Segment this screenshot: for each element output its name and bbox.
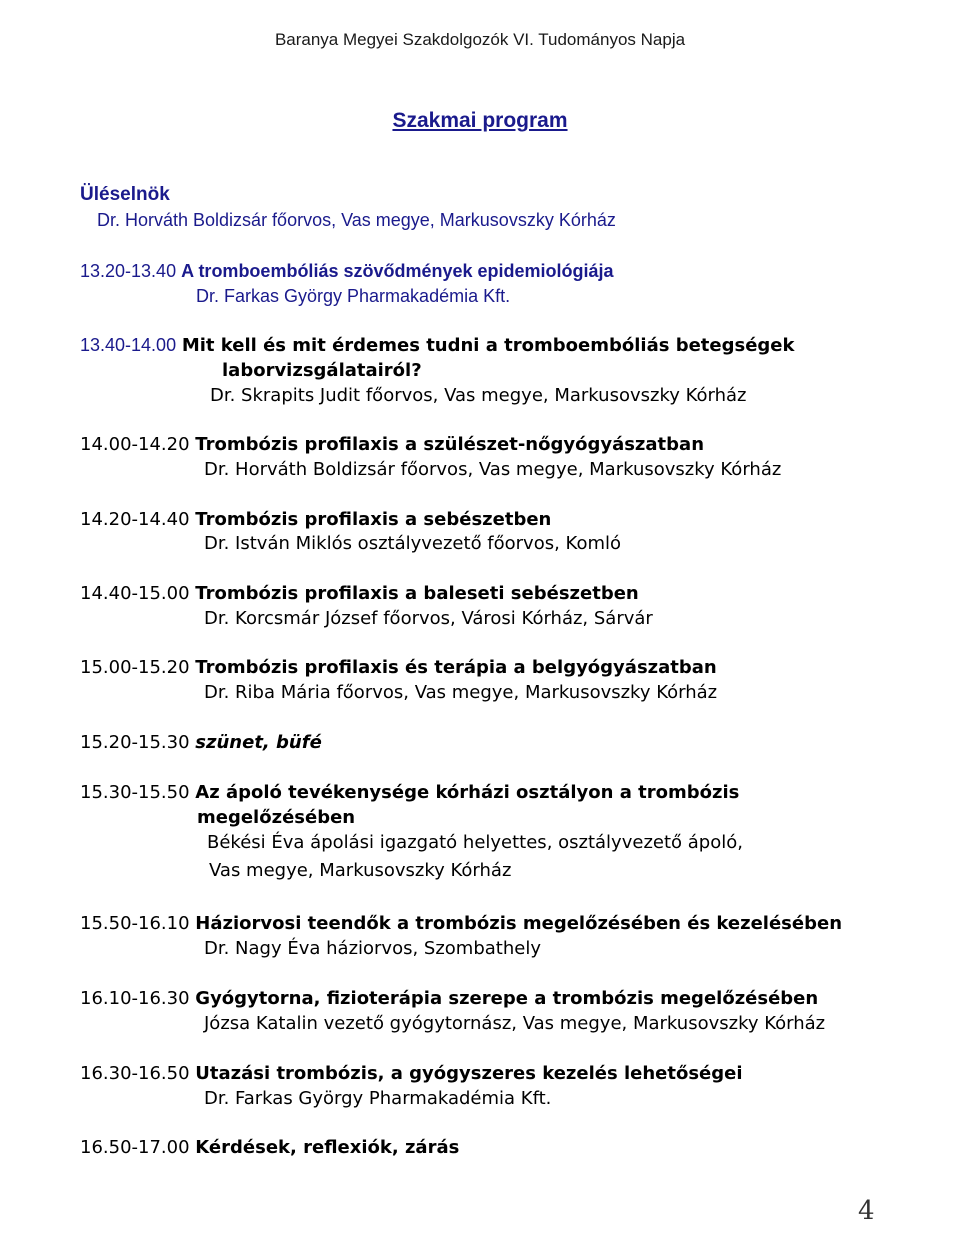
program-item: [80, 582, 639, 606]
program-title: Gyógytorna, fizioterápia szerepe a trombózis megelőzésében: [195, 988, 819, 1009]
program-title: A tromboembóliás szövődmények epidemiológiája: [181, 261, 614, 281]
program-title: Trombózis profilaxis a szülészet-nőgyógyászatban: [195, 434, 705, 455]
program-speaker: Dr. Korcsmár József főorvos, Városi Kórház, Sárvár: [204, 608, 653, 629]
program-title: Az ápoló tevékenysége kórházi osztályon a trombózis: [195, 782, 740, 803]
program-speaker: Dr. Horváth Boldizsár főorvos, Vas megye, Markusovszky Kórház: [204, 459, 782, 480]
page-header: Baranya Megyei Szakdolgozók VI. Tudományos Napja: [274, 30, 686, 49]
program-speaker: Dr. Farkas György Pharmakadémia Kft.: [204, 1088, 552, 1109]
program-time: 14.00-14.20: [80, 434, 190, 455]
page-number: 4: [858, 1196, 875, 1226]
break-label: szünet, büfé: [195, 732, 322, 753]
program-title: Utazási trombózis, a gyógyszeres kezelés lehetőségei: [195, 1063, 743, 1084]
program-item: [80, 731, 322, 755]
program-time: 15.20-15.30: [80, 732, 190, 753]
page-title: Szakmai program: [392, 109, 568, 132]
program-time: 16.10-16.30: [80, 988, 190, 1009]
program-time: 16.30-16.50: [80, 1063, 190, 1084]
program-speaker: Józsa Katalin vezető gyógytornász, Vas megye, Markusovszky Kórház: [204, 1013, 826, 1034]
program-title: Kérdések, reflexiók, zárás: [195, 1137, 460, 1158]
chair-label: Üléselnök: [80, 184, 170, 205]
program-time: 13.20-13.40: [80, 261, 177, 281]
program-time: 15.00-15.20: [80, 657, 190, 678]
program-title: Háziorvosi teendők a trombózis megelőzésében és kezelésében: [195, 913, 843, 934]
program-time: 14.40-15.00: [80, 583, 190, 604]
program-title: Trombózis profilaxis a sebészetben: [195, 509, 552, 530]
program-item: [80, 433, 704, 457]
program-item: [80, 1136, 459, 1160]
program-time: 16.50-17.00: [80, 1137, 190, 1158]
program-item: [80, 508, 551, 532]
program-item: [80, 912, 842, 936]
program-speaker: Dr. Riba Mária főorvos, Vas megye, Markusovszky Kórház: [204, 682, 718, 703]
program-title: Trombózis profilaxis és terápia a belgyógyászatban: [195, 657, 717, 678]
program-speaker: Dr. Farkas György Pharmakadémia Kft.: [196, 286, 511, 306]
program-item: [80, 259, 614, 283]
program-title-cont: laborvizsgálatairól?: [222, 360, 422, 381]
program-title: Mit kell és mit érdemes tudni a tromboembóliás betegségek: [181, 335, 795, 356]
program-speaker-cont: Vas megye, Markusovszky Kórház: [209, 860, 512, 881]
program-item: [80, 1062, 743, 1086]
chair-name: Dr. Horváth Boldizsár főorvos, Vas megye, Markusovszky Kórház: [97, 210, 616, 230]
program-speaker: Dr. Nagy Éva háziorvos, Szombathely: [204, 938, 541, 959]
program-speaker: Dr. Skrapits Judit főorvos, Vas megye, Markusovszky Kórház: [210, 385, 747, 406]
program-item: [80, 987, 818, 1011]
program-time: 15.50-16.10: [80, 913, 190, 934]
program-speaker: Békési Éva ápolási igazgató helyettes, osztályvezető ápoló,: [207, 832, 743, 853]
program-time: 14.20-14.40: [80, 509, 190, 530]
program-item: [80, 656, 717, 680]
program-speaker: Dr. István Miklós osztályvezető főorvos, Komló: [204, 533, 622, 554]
program-title: Trombózis profilaxis a baleseti sebészetben: [195, 583, 639, 604]
program-item: [80, 333, 794, 358]
program-time: 13.40-14.00: [80, 335, 177, 355]
program-item: [80, 781, 739, 805]
program-title-cont: megelőzésében: [197, 807, 356, 828]
program-time: 15.30-15.50: [80, 782, 190, 803]
